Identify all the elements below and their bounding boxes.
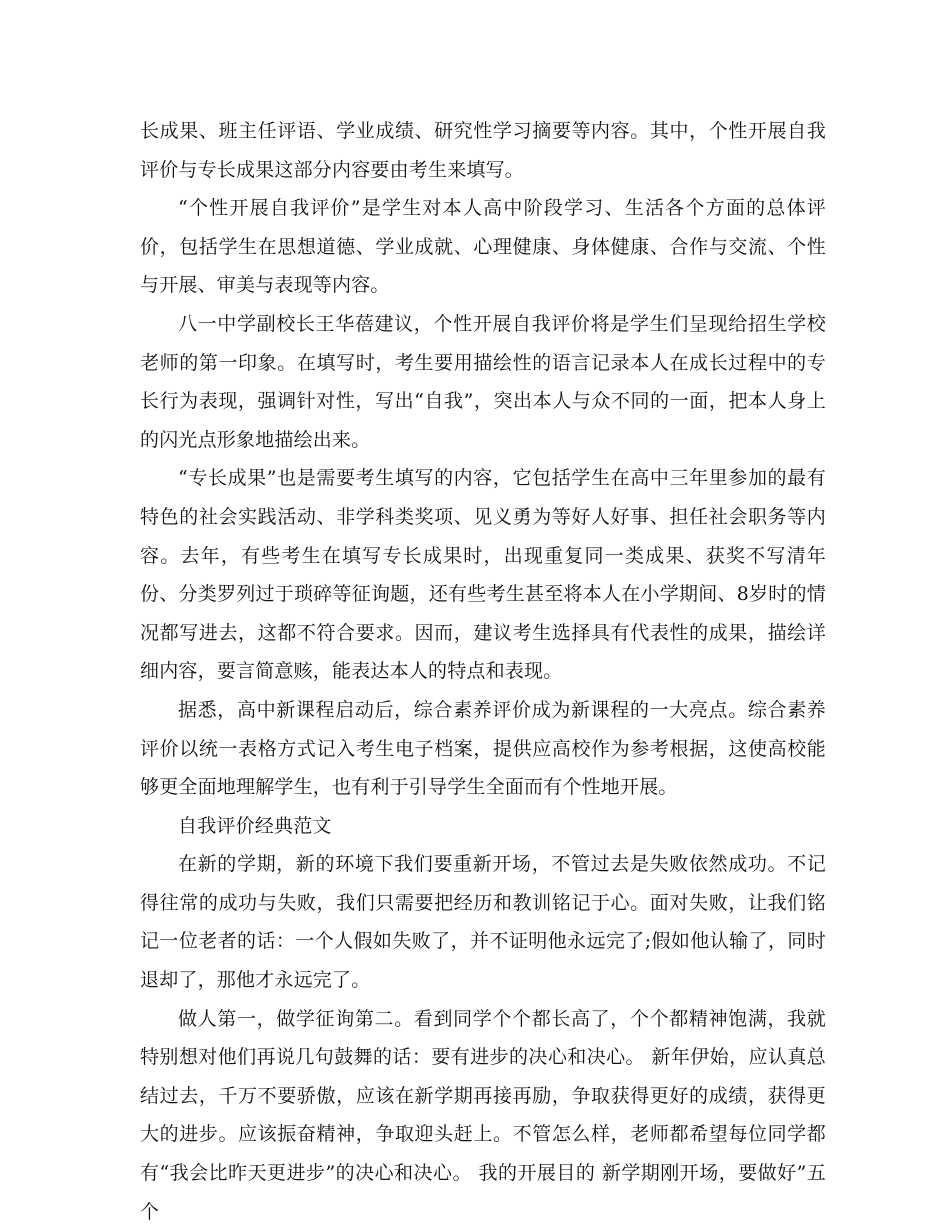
section-heading: 自我评价经典范文 bbox=[178, 814, 332, 837]
paragraph-7: 做人第一，做学征询第二。看到同学个个都长高了，个个都精神饱满，我就特别想对他们再说几句鼓舞的话：要有进步的决心和决心。 新年伊始，应认真总结过去，千万不要骄傲，应该在新学期再接再励，争取获得更好的成绩，获得更大的进步。应该振奋精神，争取迎头赶上。不管怎么样，老师都希望每位同学都有“我会比昨天更进步”的决心和决心。 我的开展目的 新学期刚开场，要做好”五个 bbox=[140, 1007, 826, 1223]
document-body bbox=[140, 112, 826, 1231]
paragraph-5: 据悉，高中新课程启动后，综合素养评价成为新课程的一大亮点。综合素养评价以统一表格方式记入考生电子档案，提供应高校作为参考根据，这使高校能够更全面地理解学生，也有利于引导学生全面而有个性地开展。 bbox=[140, 698, 826, 799]
paragraph-3: 八一中学副校长王华蓓建议，个性开展自我评价将是学生们呈现给招生学校老师的第一印象。在填写时，考生要用描绘性的语言记录本人在成长过程中的专长行为表现，强调针对性，写出“自我”，突出本人与众不同的一面，把本人身上的闪光点形象地描绘出来。 bbox=[140, 312, 826, 451]
paragraph-6: 在新的学期，新的环境下我们要重新开场，不管过去是失败依然成功。不记得往常的成功与失败，我们只需要把经历和教训铭记于心。面对失败，让我们铭记一位老者的话：一个人假如失败了，并不证明他永远完了;假如他认输了，同时退却了，那他才永远完了。 bbox=[140, 853, 826, 992]
paragraph-1: 长成果、班主任评语、学业成绩、研究性学习摘要等内容。其中，个性开展自我评价与专长成果这部分内容要由考生来填写。 bbox=[140, 120, 826, 181]
paragraph-2: “个性开展自我评价”是学生对本人高中阶段学习、生活各个方面的总体评价，包括学生在思想道德、学业成就、心理健康、身体健康、合作与交流、个性与开展、审美与表现等内容。 bbox=[140, 197, 826, 297]
paragraph-4: “专长成果”也是需要考生填写的内容，它包括学生在高中三年里参加的最有特色的社会实践活动、非学科类奖项、见义勇为等好人好事、担任社会职务等内容。去年，有些考生在填写专长成果时，出现重复同一类成果、获奖不写清年份、分类罗列过于琐碎等征询题，还有些考生甚至将本人在小学期间、8岁时的情况都写进去，这都不符合要求。因而，建议考生选择具有代表性的成果，描绘详细内容，要言简意赅，能表达本人的特点和表现。 bbox=[140, 467, 826, 683]
